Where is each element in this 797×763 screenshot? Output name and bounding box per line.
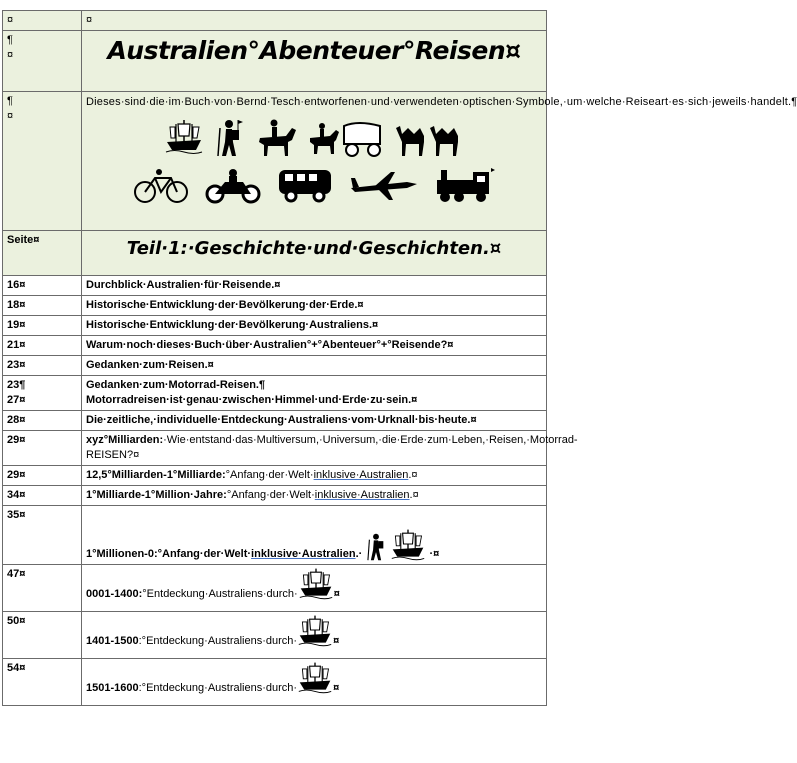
entry-text: Historische·Entwicklung·der·Bevölkerung·Australiens.¤ (86, 319, 379, 331)
table-row (3, 466, 547, 486)
entry-text: Gedanken·zum·Motorrad-Reisen.¶ (86, 379, 266, 391)
entry-link[interactable]: inklusive·Australien (314, 489, 410, 501)
cell-mark: ¤ (7, 14, 14, 26)
sailing-ship-icon (298, 564, 334, 602)
intro-row (3, 92, 547, 231)
table-row (3, 565, 547, 612)
entry-end: .· (355, 548, 363, 560)
icon-row-2 (86, 164, 542, 204)
entry-bold: 1°Milliarde-1°Million·Jahre: (86, 489, 227, 501)
cell-mark: ¤ (86, 14, 93, 26)
entry-end: ¤ (333, 635, 340, 647)
entry-text: Durchblick·Australien·für·Reisende.¤ (86, 279, 281, 291)
page-number: 50¤ (7, 615, 26, 627)
page-number: 29¤ (7, 469, 26, 481)
table-row (3, 431, 547, 466)
entry-bold: 0001-1400: (86, 588, 143, 600)
page-number: 29¤ (7, 434, 26, 446)
entry-end: .¤ (408, 469, 418, 481)
page-number: 54¤ (7, 662, 26, 674)
page-number: 34¤ (7, 489, 26, 501)
sailing-ship-icon (297, 658, 333, 696)
bicycle-icon (131, 168, 191, 204)
table-row (3, 411, 547, 431)
entry-text: :°Entdeckung·Australiens·durch· (138, 682, 298, 694)
hiker-icon (365, 532, 387, 562)
table-row (3, 276, 547, 296)
entry-bold: 1°Millionen-0:°Anfang·der·Welt· (86, 548, 252, 560)
cell-mark: ¤ (7, 110, 14, 122)
document-title: Australien°Abenteuer°Reisen¤ (107, 36, 521, 65)
entry-text: Historische·Entwicklung·der·Bevölkerung·der·Erde.¤ (86, 299, 364, 311)
sailing-ship-icon (297, 611, 333, 649)
page-number: 27¤ (7, 394, 26, 406)
airplane-icon (347, 168, 421, 204)
page-number: 35¤ (7, 509, 26, 521)
hiker-icon (214, 118, 244, 158)
entry-text: Die·zeitliche,·individuelle·Entdeckung·Australiens·vom·Urknall·bis·heute.¤ (86, 414, 477, 426)
page-number: 18¤ (7, 299, 26, 311)
entry-text: °Anfang·der·Welt· (226, 489, 315, 501)
entry-bold: xyz°Milliarden: (86, 434, 164, 446)
paragraph-mark: ¶ (7, 34, 13, 46)
entry-text: °Entdeckung·Australiens·durch· (142, 588, 298, 600)
page-number: 16¤ (7, 279, 26, 291)
table-row (3, 356, 547, 376)
entry-link[interactable]: inklusive·Australien (313, 469, 409, 481)
table-row (3, 659, 547, 706)
intro-text: Dieses·sind·die·im·Buch·von·Bernd·Tesch·entworfenen·und·verwendeten·optischen·Symbole,·um·welche·Reiseart·es·sich·jeweils·handelt.¶ (86, 96, 797, 108)
motorcycle-icon (201, 168, 265, 204)
icon-row-1 (86, 114, 542, 158)
table-row (3, 612, 547, 659)
entry-text: ·Wie·entstand·das·Multiversum,·Universum,·die·Erde·zum·Leben,·Reisen,·Motorrad-REISEN?¤ (86, 434, 578, 461)
entry-bold: 1501-1600 (86, 682, 139, 694)
van-icon (275, 166, 337, 204)
part-heading-row (3, 231, 547, 276)
paragraph-mark: ¶ (7, 95, 13, 107)
table-row (3, 376, 547, 411)
sailing-ship-icon (164, 114, 204, 158)
entry-end: ·¤ (429, 548, 440, 560)
document-table (2, 10, 797, 706)
entry-link[interactable]: inklusive·Australien (251, 548, 356, 560)
table-row (3, 316, 547, 336)
page-number: 21¤ (7, 339, 26, 351)
horse-rider-icon (254, 118, 298, 158)
table-row (3, 296, 547, 316)
page-number: 47¤ (7, 568, 26, 580)
cell-mark: ¤ (7, 49, 14, 61)
wagon-icon (308, 118, 384, 158)
entry-bold: 12,5°Milliarden-1°Milliarde: (86, 469, 226, 481)
entry-bold: 1401-1500 (86, 635, 139, 647)
table-row (3, 486, 547, 506)
table-row (3, 336, 547, 356)
header-row (3, 11, 547, 31)
entry-end: ¤ (333, 588, 340, 600)
sailing-ship-icon (390, 526, 426, 562)
seite-label: Seite¤ (7, 234, 40, 246)
entry-text: Gedanken·zum·Reisen.¤ (86, 359, 214, 371)
entry-text: Motorradreisen·ist·genau·zwischen·Himmel·und·Erde·zu·sein.¤ (86, 394, 418, 406)
locomotive-icon (431, 164, 497, 204)
part-heading: Teil·1:·Geschichte·und·Geschichten.¤ (126, 238, 502, 259)
camel-caravan-icon (394, 118, 464, 158)
entry-end: ¤ (333, 682, 340, 694)
entry-text: :°Entdeckung·Australiens·durch· (138, 635, 298, 647)
page-number: 19¤ (7, 319, 26, 331)
page-number: 28¤ (7, 414, 26, 426)
entry-text: °Anfang·der·Welt· (225, 469, 314, 481)
table-row (3, 506, 547, 565)
title-row (3, 31, 547, 92)
page-number: 23¤ (7, 359, 26, 371)
entry-end: .¤ (409, 489, 419, 501)
entry-text: Warum·noch·dieses·Buch·über·Australien°+°Abenteuer°+°Reisende?¤ (86, 339, 454, 351)
page-number: 23¶ (7, 379, 26, 391)
